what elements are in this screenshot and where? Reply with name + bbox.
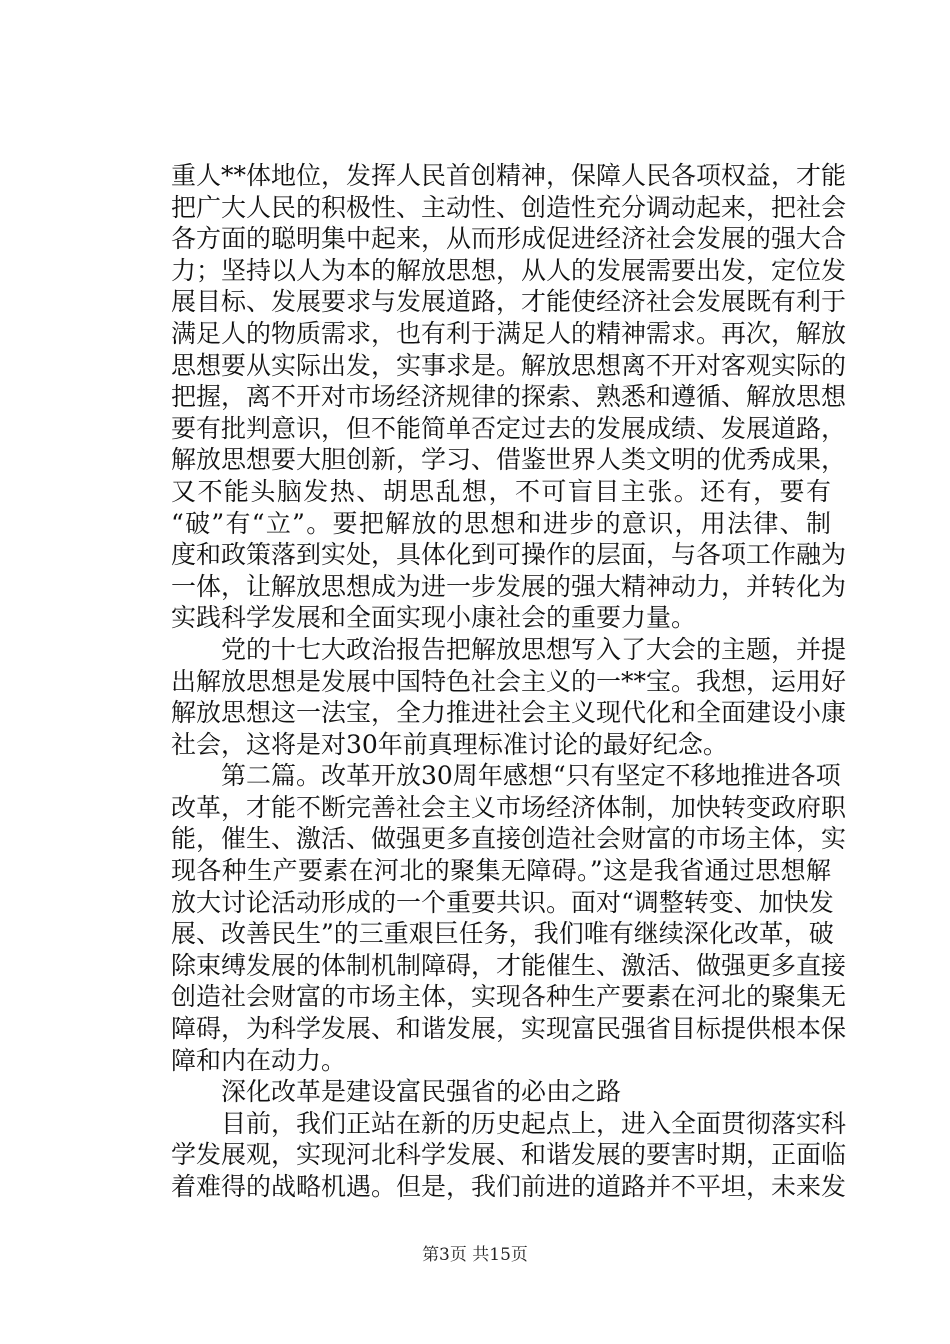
text-line: 把握，离不开对市场经济规律的探索、熟悉和遵循、解放思想	[171, 382, 847, 412]
text-line: 能，催生、激活、做强更多直接创造社会财富的市场主体，实	[171, 824, 847, 854]
text-line: 力；坚持以人为本的解放思想，从人的发展需要出发，定位发	[171, 255, 847, 285]
text-line: 把广大人民的积极性、主动性、创造性充分调动起来，把社会	[171, 192, 847, 222]
text-line: 重人**体地位，发挥人民首创精神，保障人民各项权益，才能	[171, 161, 847, 190]
text-line: 现各种生产要素在河北的聚集无障碍。”这是我省通过思想解	[171, 856, 831, 886]
text-line: 着难得的战略机遇。但是，我们前进的道路并不平坦，未来发	[171, 1172, 847, 1201]
text-line: 障和内在动力。	[171, 1045, 347, 1075]
text-line: 满足人的物质需求，也有利于满足人的精神需求。再次，解放	[171, 318, 847, 348]
text-line: 一体，让解放思想成为进一步发展的强大精神动力，并转化为	[171, 571, 847, 601]
text-line: 又不能头脑发热、胡思乱想，不可盲目主张。还有，要有	[171, 476, 831, 506]
page-footer: 第3页 共15页	[422, 1245, 528, 1265]
text-line: 放大讨论活动形成的一个重要共识。面对“调整转变、加快发	[171, 887, 834, 917]
text-line: “破”有“立”。要把解放的思想和进步的意识，用法律、制	[171, 508, 831, 538]
text-line: 深化改革是建设富民强省的必由之路	[171, 1077, 622, 1107]
text-line: 实践科学发展和全面实现小康社会的重要力量。	[171, 603, 697, 633]
text-line: 改革，才能不断完善社会主义市场经济体制，加快转变政府职	[171, 792, 847, 822]
text-line: 第二篇。改革开放30周年感想“只有坚定不移地推进各项	[171, 761, 841, 791]
text-line: 创造社会财富的市场主体，实现各种生产要素在河北的聚集无	[171, 982, 847, 1012]
document-body	[171, 160, 847, 1203]
text-line: 要有批判意识，但不能简单否定过去的发展成绩、发展道路，	[171, 413, 847, 443]
text-line: 度和政策落到实处，具体化到可操作的层面，与各项工作融为	[171, 540, 847, 570]
text-line: 展、改善民生”的三重艰巨任务，我们唯有继续深化改革，破	[171, 919, 834, 949]
text-line: 社会，这将是对30年前真理标准讨论的最好纪念。	[171, 729, 728, 759]
text-line: 除束缚发展的体制机制障碍，才能催生、激活、做强更多直接	[171, 950, 847, 980]
text-line: 解放思想这一法宝，全力推进社会主义现代化和全面建设小康	[171, 698, 847, 728]
text-line: 出解放思想是发展中国特色社会主义的一**宝。我想，运用好	[171, 666, 847, 696]
text-line: 障碍，为科学发展、和谐发展，实现富民强省目标提供根本保	[171, 1014, 847, 1044]
text-line: 展目标、发展要求与发展道路，才能使经济社会发展既有利于	[171, 287, 847, 317]
text-line: 各方面的聪明集中起来，从而形成促进经济社会发展的强大合	[171, 224, 847, 254]
text-line: 解放思想要大胆创新，学习、借鉴世界人类文明的优秀成果，	[171, 445, 847, 475]
text-line: 学发展观，实现河北科学发展、和谐发展的要害时期，正面临	[171, 1140, 847, 1170]
text-line: 党的十七大政治报告把解放思想写入了大会的主题，并提	[171, 634, 847, 664]
text-line: 目前，我们正站在新的历史起点上，进入全面贯彻落实科	[171, 1108, 847, 1138]
text-line: 思想要从实际出发，实事求是。解放思想离不开对客观实际的	[171, 350, 847, 380]
